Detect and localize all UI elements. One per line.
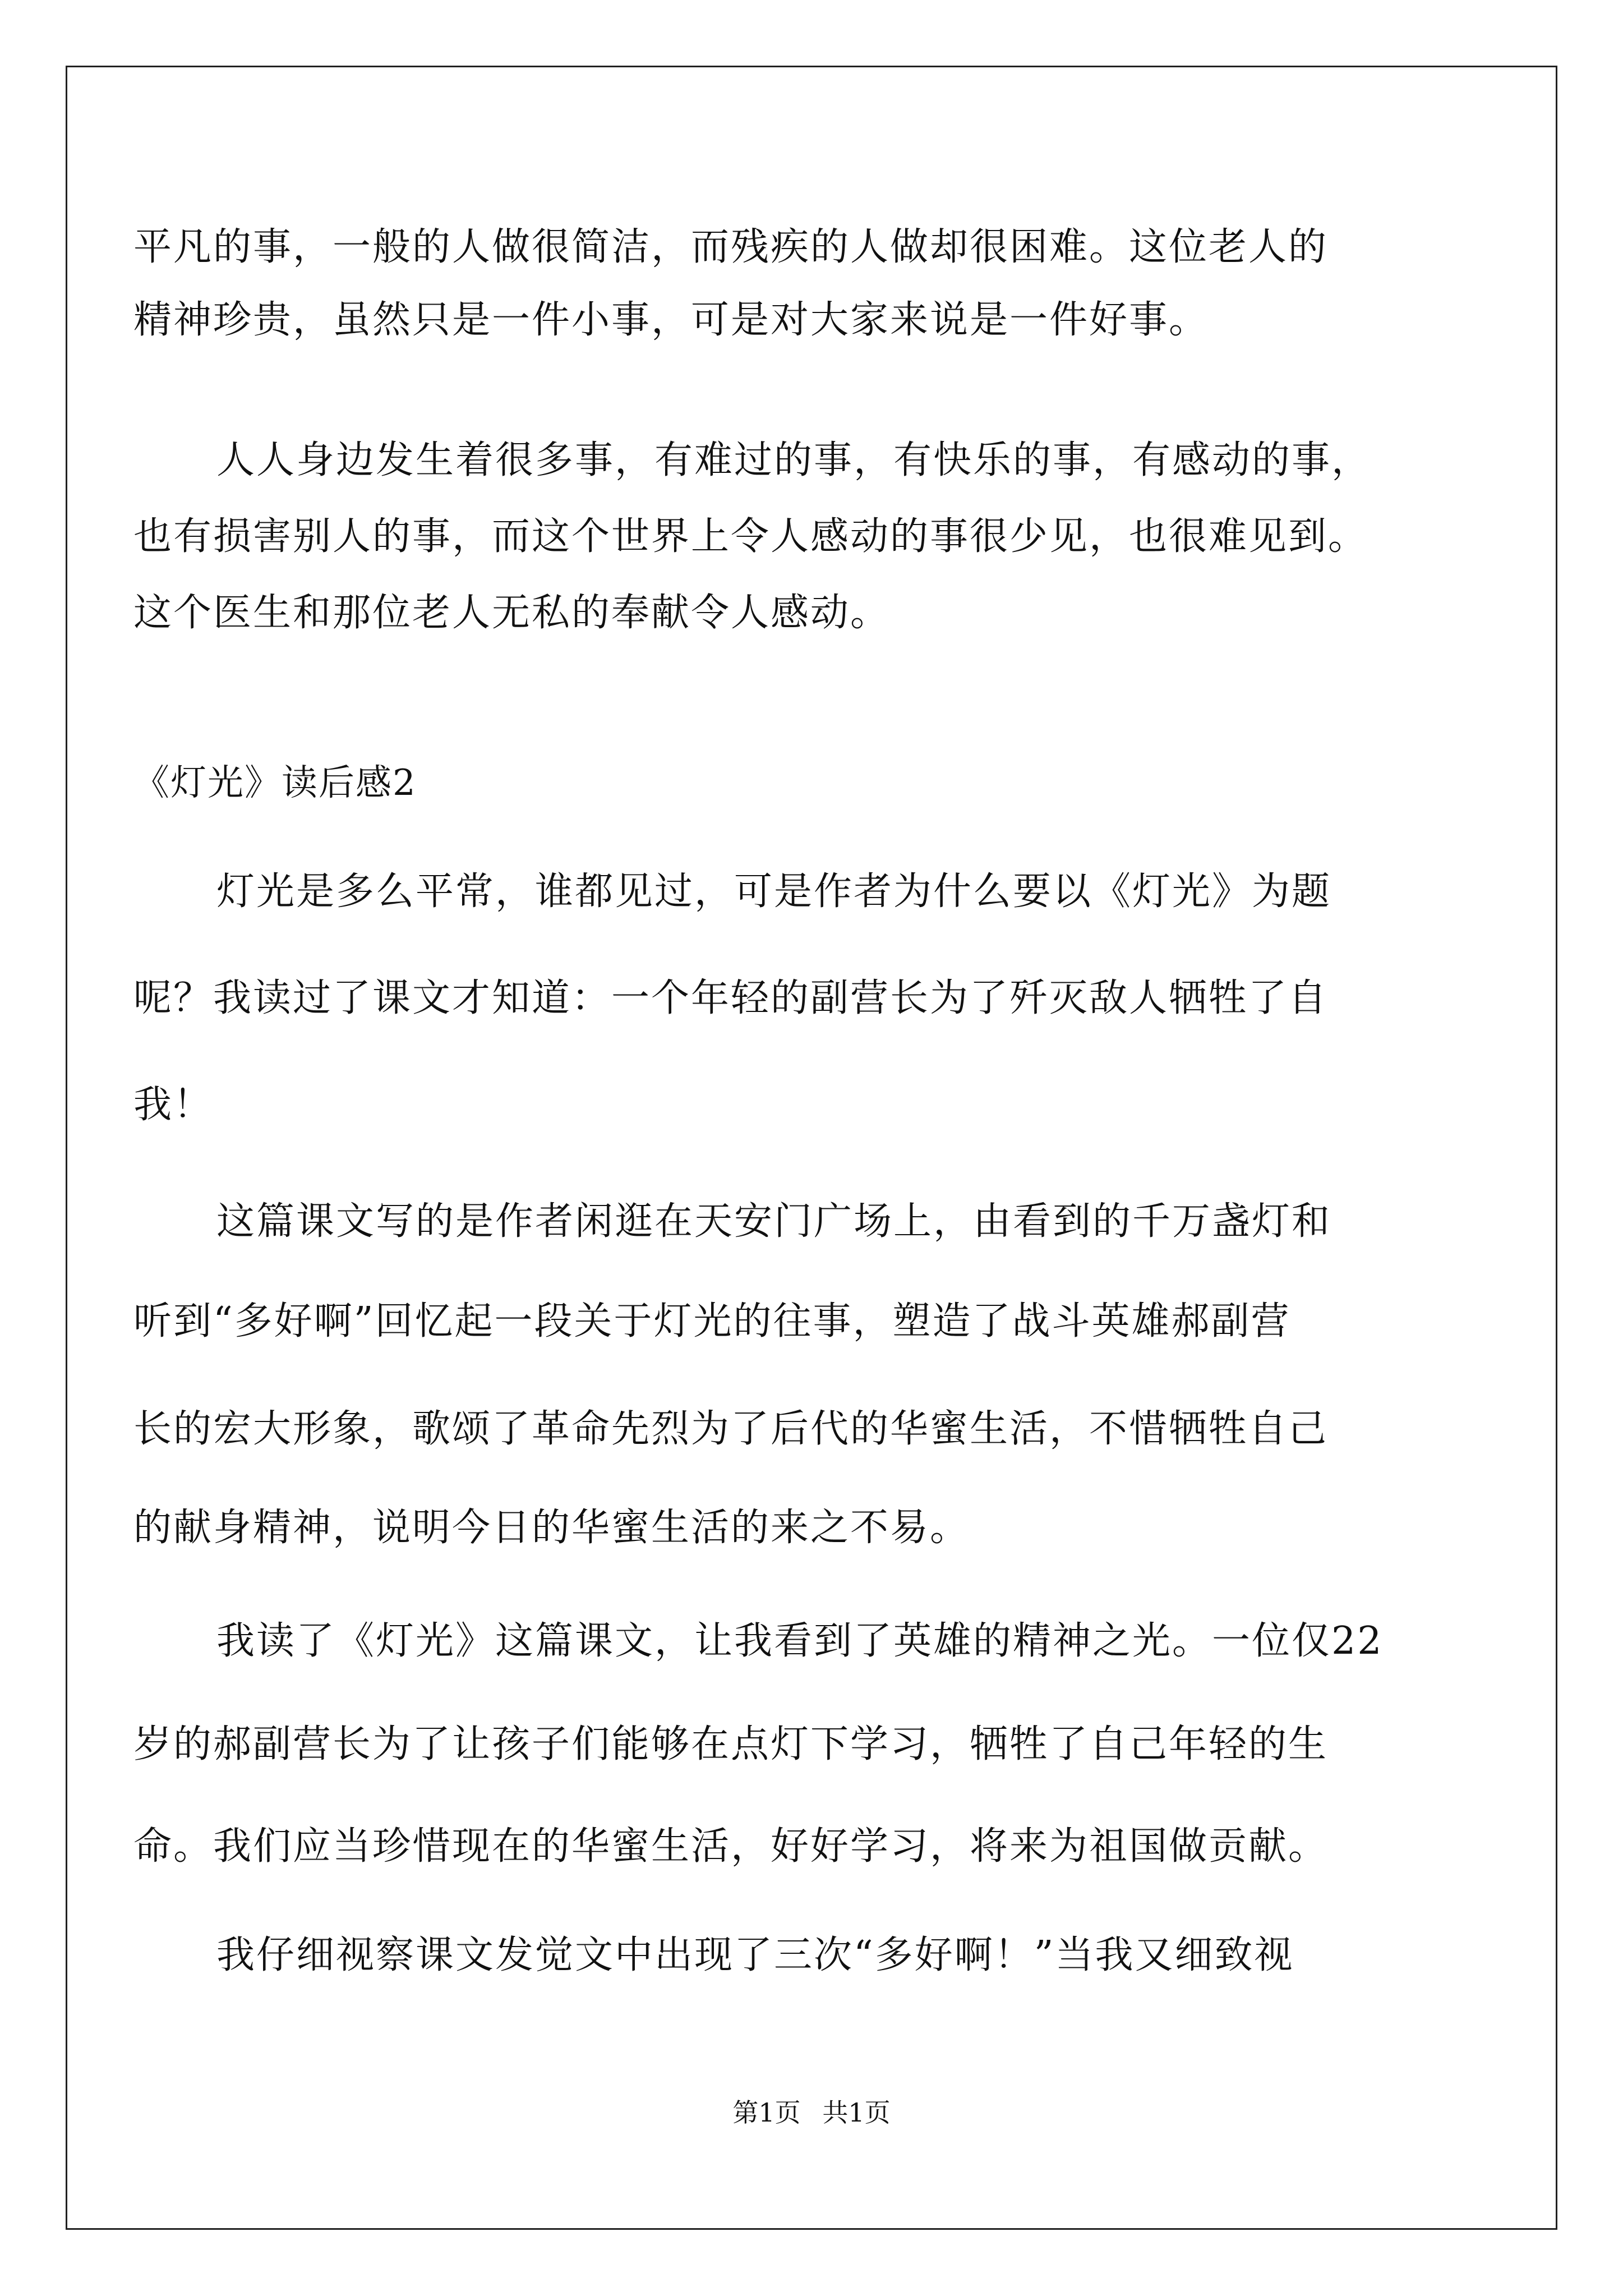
page-number: 第1页	[732, 2097, 801, 2128]
text-line: 的献身精神，说明今日的华蜜生活的来之不易。	[133, 1506, 970, 1550]
text-line: 人人身边发生着很多事，有难过的事，有快乐的事，有感动的事，	[216, 438, 1372, 482]
text-line: 岁的郝副营长为了让孩子们能够在点灯下学习，牺牲了自己年轻的生	[133, 1722, 1329, 1766]
text-line: 长的宏大形象，歌颂了革命先烈为了后代的华蜜生活，不惜牺牲自己	[133, 1407, 1329, 1451]
page-footer	[0, 2096, 1623, 2129]
page-total: 共1页	[822, 2097, 891, 2128]
text-line: 命。我们应当珍惜现在的华蜜生活，好好学习，将来为祖国做贡献。	[133, 1824, 1329, 1869]
text-line: 呢？我读过了课文才知道：一个年轻的副营长为了歼灭敌人牺牲了自	[133, 976, 1329, 1020]
text-line: 也有损害别人的事，而这个世界上令人感动的事很少见，也很难见到。	[133, 514, 1368, 559]
text-line: 灯光是多么平常，谁都见过，可是作者为什么要以《灯光》为题	[216, 869, 1332, 914]
text-line: 我！	[133, 1083, 214, 1127]
text-line: 精神珍贵，虽然只是一件小事，可是对大家来说是一件好事。	[133, 298, 1209, 342]
text-line: 这个医生和那位老人无私的奉献令人感动。	[133, 591, 891, 635]
text-line: 我仔细视察课文发觉文中出现了三次“多好啊！”当我又细致视	[216, 1933, 1294, 1977]
text-line: 平凡的事，一般的人做很简洁，而残疾的人做却很困难。这位老人的	[133, 225, 1329, 269]
text-line: 这篇课文写的是作者闲逛在天安门广场上，由看到的千万盏灯和	[216, 1199, 1332, 1244]
text-line: 我读了《灯光》这篇课文，让我看到了英雄的精神之光。一位仅22	[216, 1619, 1384, 1663]
section-heading: 《灯光》读后感2	[133, 762, 417, 804]
text-line: 听到“多好啊”回忆起一段关于灯光的往事，塑造了战斗英雄郝副营	[133, 1299, 1291, 1343]
page-border	[66, 66, 1557, 2230]
